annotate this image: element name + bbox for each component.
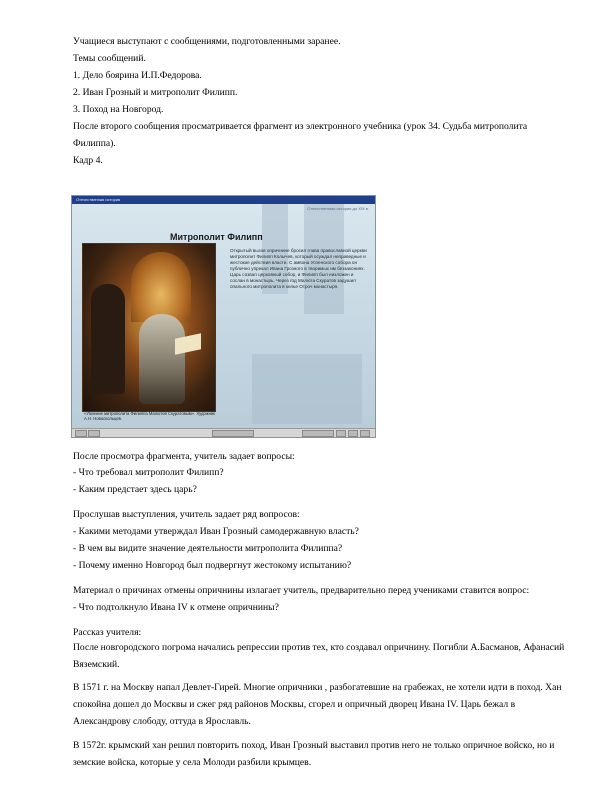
story-heading: Рассказ учителя: <box>73 627 142 638</box>
screenshot-body-text: Открытый вызов опричнине бросил глава православной церкви митрополит Филипп Колычев, который осуждал неправедные и жестокие действия власти. С амвона Успенского собора он публично упрекал Ивана Грозного в творимых им беззакониях. Царь созвал церковный собор, и Филипп был низложен и сослан в монастырь. Через год Малюта Скуратов задушил опального митрополита в келье Отроч монастыря. <box>230 248 367 289</box>
painting-image <box>82 243 216 412</box>
question-item: - Каким предстает здесь царь? <box>73 484 197 495</box>
screenshot-bar-title: Отечественная история <box>76 197 121 202</box>
nav-button[interactable] <box>75 430 87 437</box>
topic-item: 2. Иван Грозный и митрополит Филипп. <box>73 87 238 98</box>
painting-figure <box>139 314 185 404</box>
intro-line: Филиппа). <box>73 138 116 149</box>
intro-line: Учащиеся выступают с сообщениями, подготовленными заранее. <box>73 36 341 47</box>
painting-caption: «Убиение митрополита Филиппа Малютой Скуратовым». Художник А.Н. Новоскольцев. <box>84 411 216 421</box>
question-item: - Почему именно Новгород был подвергнут жестокому испытанию? <box>73 560 352 571</box>
topics-heading: Темы сообщений. <box>73 53 146 64</box>
paragraph: После новгородского погрома начались репрессии против тех, кто создавал опричнину. Погибли А.Басманов, Афанасий Вяземский. <box>73 642 565 670</box>
nav-button[interactable] <box>88 430 100 437</box>
paragraph-line: Материал о причинах отмены опричнины излагает учитель, предварительно перед учениками ставится вопрос: <box>73 585 530 596</box>
question-item: - Что подтолкнуло Ивана IV к отмене опричнины? <box>73 602 279 613</box>
screenshot-header: Отечественная история до XIX в. <box>307 206 369 211</box>
intro-line: После второго сообщения просматривается фрагмент из электронного учебника (урок 34. Судьба митрополита <box>73 121 528 132</box>
question-intro: После просмотра фрагмента, учитель задает вопросы: <box>73 451 295 462</box>
textbook-screenshot <box>71 195 376 438</box>
nav-button[interactable] <box>302 430 334 437</box>
paragraph: В 1572г. крымский хан решил повторить поход, Иван Грозный выставил против него не только опричное войско, но и земские войска, которые у села Молоди разбили крымцев. <box>73 740 555 768</box>
question-intro: Прослушав выступления, учитель задает ряд вопросов: <box>73 509 300 520</box>
question-item: - Что требовал митрополит Филипп? <box>73 467 224 478</box>
wall-silhouette <box>252 354 362 424</box>
screenshot-title: Митрополит Филипп <box>170 232 263 242</box>
nav-button[interactable] <box>348 430 358 437</box>
topic-item: 3. Поход на Новгород. <box>73 104 164 115</box>
painting-figure <box>91 284 125 394</box>
question-item: - Какими методами утверждал Иван Грозный самодержавную власть? <box>73 526 359 537</box>
screenshot-title-bar <box>72 196 375 204</box>
question-item: - В чем вы видите значение деятельности митрополита Филиппа? <box>73 543 343 554</box>
nav-button[interactable] <box>212 430 254 437</box>
paragraph: В 1571 г. на Москву напал Девлет-Гирей. Многие опричники , разбогатевшие на грабежах, не хотели идти в поход. Хан спокойна дошел до Москвы и сжег ряд районов Москвы, сгорел и опричный дворец Ивана IV. Царь бежал в Александрову слободу, оттуда в Ярославль. <box>73 682 562 727</box>
nav-button[interactable] <box>336 430 346 437</box>
frame-label: Кадр 4. <box>73 155 103 166</box>
topic-item: 1. Дело боярина И.П.Федорова. <box>73 70 202 81</box>
painting-arch <box>131 252 191 322</box>
screenshot-footer-bar <box>72 428 375 437</box>
close-button[interactable] <box>360 430 370 437</box>
